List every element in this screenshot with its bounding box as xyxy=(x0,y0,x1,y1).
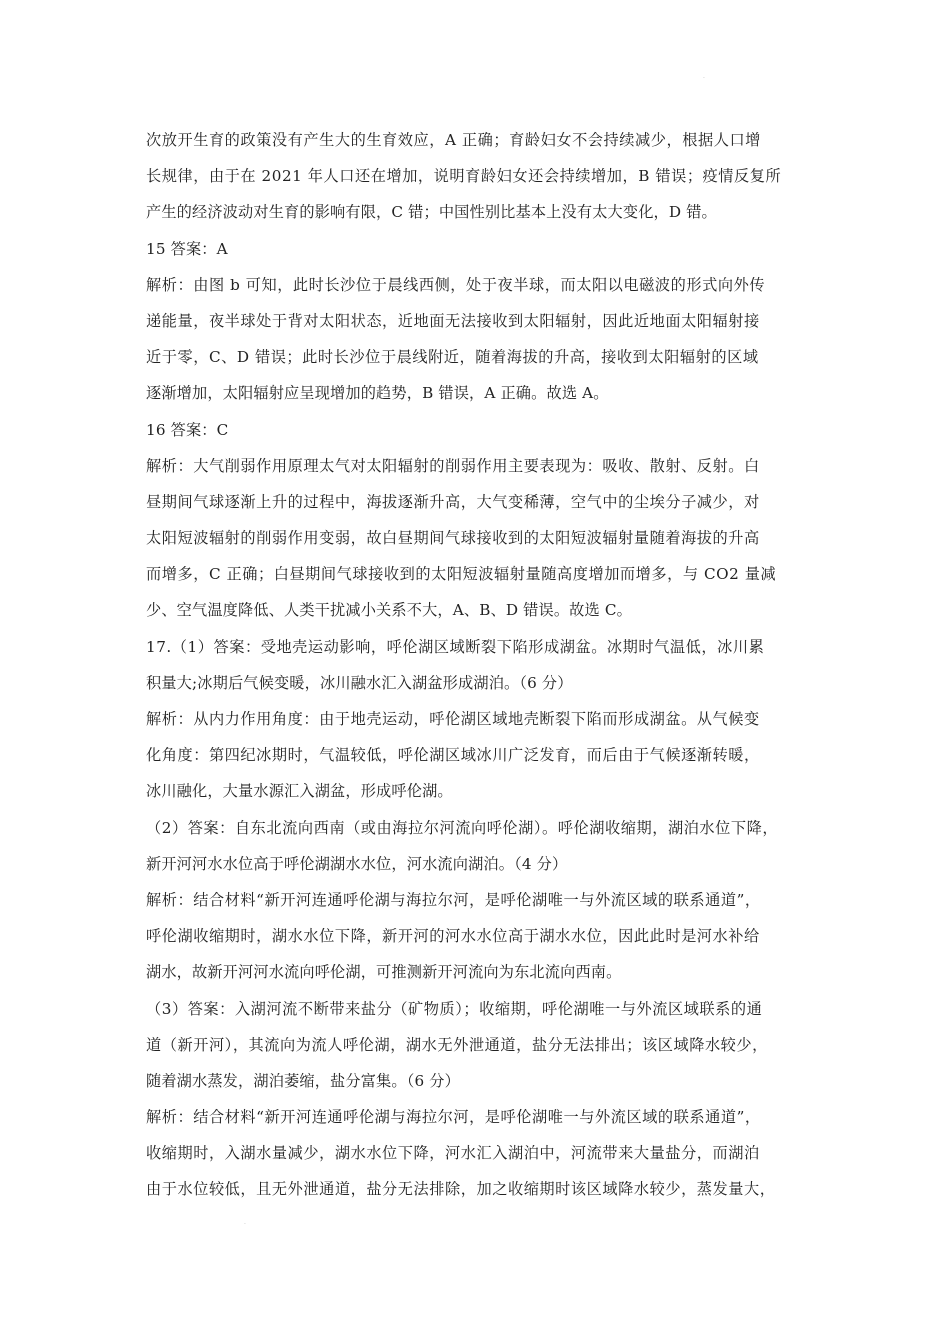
paragraph-line: 长规律，由于在 2021 年人口还在增加，说明育龄妇女还会持续增加，B 错误；疫情反复所 xyxy=(146,167,782,186)
answer-text-body xyxy=(146,122,826,1208)
paragraph-line: 积量大;冰期后气候变暖，冰川融水汇入湖盆形成湖泊。（6 分） xyxy=(146,673,573,692)
paragraph-line: 而增多，C 正确；白昼期间气球接收到的太阳短波辐射量随高度增加而增多，与 CO2 量减 xyxy=(146,565,777,584)
footer-mark: · xyxy=(244,1221,246,1228)
paragraph-line: 产生的经济波动对生育的影响有限，C 错；中国性别比基本上没有太大变化，D 错。 xyxy=(146,203,717,222)
paragraph-line: 收缩期时，入湖水量减少，湖水水位下降，河水汇入湖泊中，河流带来大量盐分，而湖泊 xyxy=(146,1144,760,1163)
paragraph-line: 17.（1）答案：受地壳运动影响，呼伦湖区域断裂下陷形成湖盆。冰期时气温低，冰川累 xyxy=(146,637,765,656)
paragraph-line: 昼期间气球逐渐上升的过程中，海拔逐渐升高，大气变稀薄，空气中的尘埃分子减少，对 xyxy=(146,492,760,511)
paragraph-line: 新开河河水水位高于呼伦湖湖水水位，河水流向湖泊。（4 分） xyxy=(146,854,568,873)
answer-heading: 16 答案：C xyxy=(146,420,229,439)
paragraph-line: 道（新开河），其流向为流人呼伦湖，湖水无外泄通道，盐分无法排出；该区域降水较少， xyxy=(146,1035,768,1054)
paragraph-line: 化角度：第四纪冰期时，气温较低，呼伦湖区域冰川广泛发育，而后由于气候逐渐转暖， xyxy=(146,746,760,765)
paragraph-line: 太阳短波辐射的削弱作用变弱，故白昼期间气球接收到的太阳短波辐射量随着海拔的升高 xyxy=(146,529,760,548)
paragraph-line: 解析：从内力作用角度：由于地壳运动，呼伦湖区域地壳断裂下陷而形成湖盆。从气候变 xyxy=(146,710,760,728)
paragraph-line: 冰川融化，大量水源汇入湖盆，形成呼伦湖。 xyxy=(146,782,453,801)
paragraph-line: （2）答案：自东北流向西南（或由海拉尔河流向呼伦湖）。呼伦湖收缩期，湖泊水位下降， xyxy=(146,818,779,837)
paragraph-line: 解析：结合材料“新开河连通呼伦湖与海拉尔河，是呼伦湖唯一与外流区域的联系通道”， xyxy=(146,890,761,909)
paragraph-line: 少、空气温度降低、人类干扰减小关系不大，A、B、D 错误。故选 C。 xyxy=(146,601,632,620)
paragraph-line: 解析：结合材料“新开河连通呼伦湖与海拉尔河，是呼伦湖唯一与外流区域的联系通道”， xyxy=(146,1108,761,1127)
paragraph-line: 由于水位较低，且无外泄通道，盐分无法排除，加之收缩期时该区域降水较少，蒸发量大， xyxy=(146,1180,776,1199)
header-mark: · xyxy=(703,75,705,82)
paragraph-line: 解析：大气削弱作用原理太气对太阳辐射的削弱作用主要表现为：吸收、散射、反射。白 xyxy=(146,456,760,475)
answer-heading: 15 答案：A xyxy=(146,239,228,258)
paragraph-line: 近于零，C、D 错误；此时长沙位于晨线附近，随着海拔的升高，接收到太阳辐射的区域 xyxy=(146,348,759,367)
paragraph-line: 逐渐增加，太阳辐射应呈现增加的趋势，B 错误，A 正确。故选 A。 xyxy=(146,384,609,403)
paragraph-line: 次放开生育的政策没有产生大的生育效应，A 正确；育龄妇女不会持续减少，根据人口增 xyxy=(146,131,761,149)
paragraph-line: 呼伦湖收缩期时，湖水水位下降，新开河的河水水位高于湖水水位，因此此时是河水补给 xyxy=(146,927,760,946)
paragraph-line: 湖水，故新开河河水流向呼伦湖，可推测新开河流向为东北流向西南。 xyxy=(146,963,622,982)
paragraph-line: （3）答案：入湖河流不断带来盐分（矿物质）；收缩期，呼伦湖唯一与外流区域联系的通 xyxy=(146,999,763,1018)
paragraph-line: 递能量，夜半球处于背对太阳状态，近地面无法接收到太阳辐射，因此近地面太阳辐射接 xyxy=(146,311,760,330)
paragraph-line: 解析：由图 b 可知，此时长沙位于晨线西侧，处于夜半球，而太阳以电磁波的形式向外传 xyxy=(146,275,766,294)
paragraph-line: 随着湖水蒸发，湖泊萎缩，盐分富集。（6 分） xyxy=(146,1071,460,1090)
